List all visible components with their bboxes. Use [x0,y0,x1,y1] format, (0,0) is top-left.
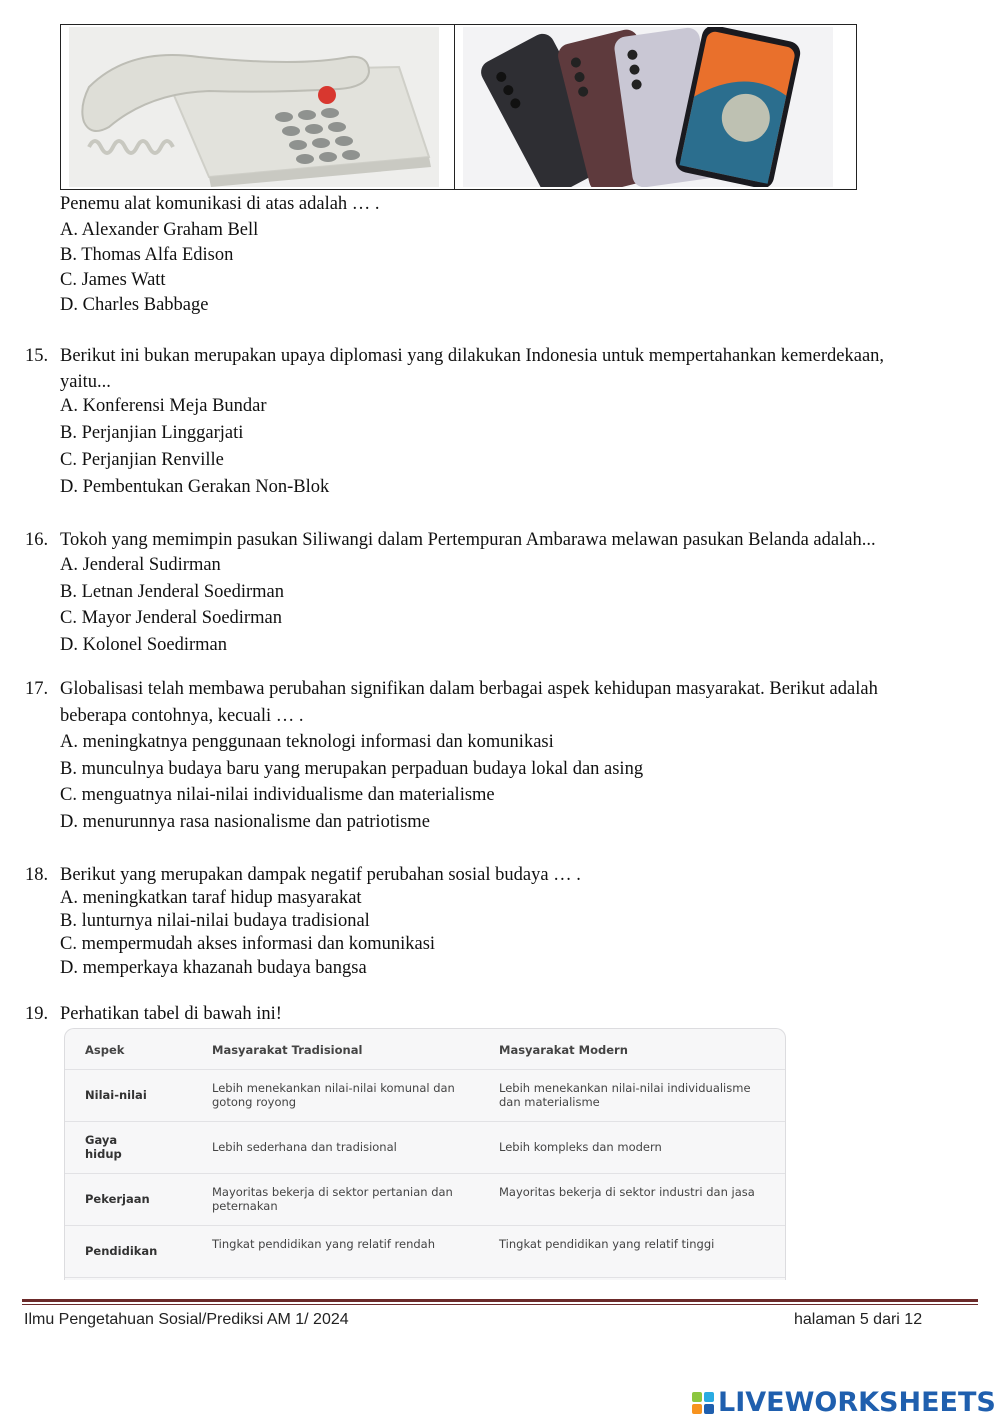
table-cell-modern: Mayoritas bekerja di sektor industri dan jasa [499,1185,755,1199]
footer-rule-thin [22,1304,978,1305]
table-divider [454,25,455,189]
q16-option-a: A. Jenderal Sudirman [60,555,221,575]
footer-page-number: halaman 5 dari 12 [794,1311,923,1328]
table-cell-traditional: Mayoritas bekerja di sektor pertanian dan peternakan [212,1185,453,1213]
society-comparison-table [64,1028,786,1280]
table-header-aspect: Aspek [85,1043,125,1057]
table-row-divider [65,1173,786,1174]
q19-stem-line1: Perhatikan tabel di bawah ini! [60,1004,282,1024]
table-header-modern: Masyarakat Modern [499,1043,628,1057]
q14-stem: Penemu alat komunikasi di atas adalah … . [60,194,380,214]
q17-option-c: C. menguatnya nilai-nilai individualisme dan materialisme [60,785,495,805]
table-header-traditional: Masyarakat Tradisional [212,1043,363,1057]
q15-option-a: A. Konferensi Meja Bundar [60,396,267,416]
q14-option-c: C. James Watt [60,270,166,290]
q18-stem-line1: Berikut yang merupakan dampak negatif perubahan sosial budaya … . [60,865,581,885]
table-cell-modern: Lebih kompleks dan modern [499,1140,662,1154]
q15-number: 15. [25,346,49,366]
q17-stem-line2: beberapa contohnya, kecuali … . [60,706,304,726]
q18-option-a: A. meningkatkan taraf hidup masyarakat [60,888,362,908]
q15-option-c: C. Perjanjian Renville [60,450,224,470]
q15-stem-line2: yaitu... [60,372,111,392]
table-cell-traditional: Tingkat pendidikan yang relatif rendah [212,1237,435,1251]
footer-rule-thick [22,1299,978,1302]
q17-stem-line1: Globalisasi telah membawa perubahan signifikan dalam berbagai aspek kehidupan masyarakat. Berikut adalah [60,679,878,699]
q18-option-d: D. memperkaya khazanah budaya bangsa [60,958,367,978]
table-row-aspect: Pekerjaan [85,1192,150,1206]
table-cell-modern: Lebih menekankan nilai-nilai individualisme dan materialisme [499,1081,751,1109]
liveworksheets-grid-icon [692,1392,714,1414]
table-row-aspect: Pendidikan [85,1244,158,1258]
liveworksheets-wordmark: LIVEWORKSHEETS [718,1387,996,1418]
q18-number: 18. [25,865,49,885]
footer-subject: Ilmu Pengetahuan Sosial/Prediksi AM 1/ 2024 [24,1311,349,1328]
q16-stem-line1: Tokoh yang memimpin pasukan Siliwangi dalam Pertempuran Ambarawa melawan pasukan Belanda adalah... [60,530,876,550]
q15-option-b: B. Perjanjian Linggarjati [60,423,244,443]
q15-option-d: D. Pembentukan Gerakan Non-Blok [60,477,330,497]
q17-option-d: D. menurunnya rasa nasionalisme dan patriotisme [60,812,430,832]
q18-option-b: B. lunturnya nilai-nilai budaya tradisional [60,911,370,931]
smartphones-image [463,27,833,187]
q18-option-c: C. mempermudah akses informasi dan komunikasi [60,934,436,954]
table-row-aspect: Gaya hidup [85,1133,122,1161]
liveworksheets-logo[interactable] [692,1386,996,1420]
q14-option-b: B. Thomas Alfa Edison [60,245,234,265]
table-row-divider [65,1069,786,1070]
table-row-aspect: Nilai-nilai [85,1088,147,1102]
q16-option-b: B. Letnan Jenderal Soedirman [60,582,284,602]
q17-number: 17. [25,679,49,699]
q14-option-d: D. Charles Babbage [60,295,209,315]
table-cell-modern: Tingkat pendidikan yang relatif tinggi [499,1237,715,1251]
landline-telephone-image [69,27,439,187]
q17-option-b: B. munculnya budaya baru yang merupakan perpaduan budaya lokal dan asing [60,759,644,779]
table-row-divider [65,1225,786,1226]
q16-option-c: C. Mayor Jenderal Soedirman [60,608,282,628]
communication-devices-image-table [60,24,857,190]
q16-option-d: D. Kolonel Soedirman [60,635,227,655]
q19-number: 19. [25,1004,49,1024]
table-row-divider [65,1121,786,1122]
table-row-divider [65,1277,786,1278]
table-cell-traditional: Lebih menekankan nilai-nilai komunal dan gotong royong [212,1081,455,1109]
q14-option-a: A. Alexander Graham Bell [60,220,259,240]
q17-option-a: A. meningkatnya penggunaan teknologi informasi dan komunikasi [60,732,554,752]
q15-stem-line1: Berikut ini bukan merupakan upaya diplomasi yang dilakukan Indonesia untuk mempertahankan kemerdekaan, [60,346,885,366]
q16-number: 16. [25,530,49,550]
table-cell-traditional: Lebih sederhana dan tradisional [212,1140,397,1154]
